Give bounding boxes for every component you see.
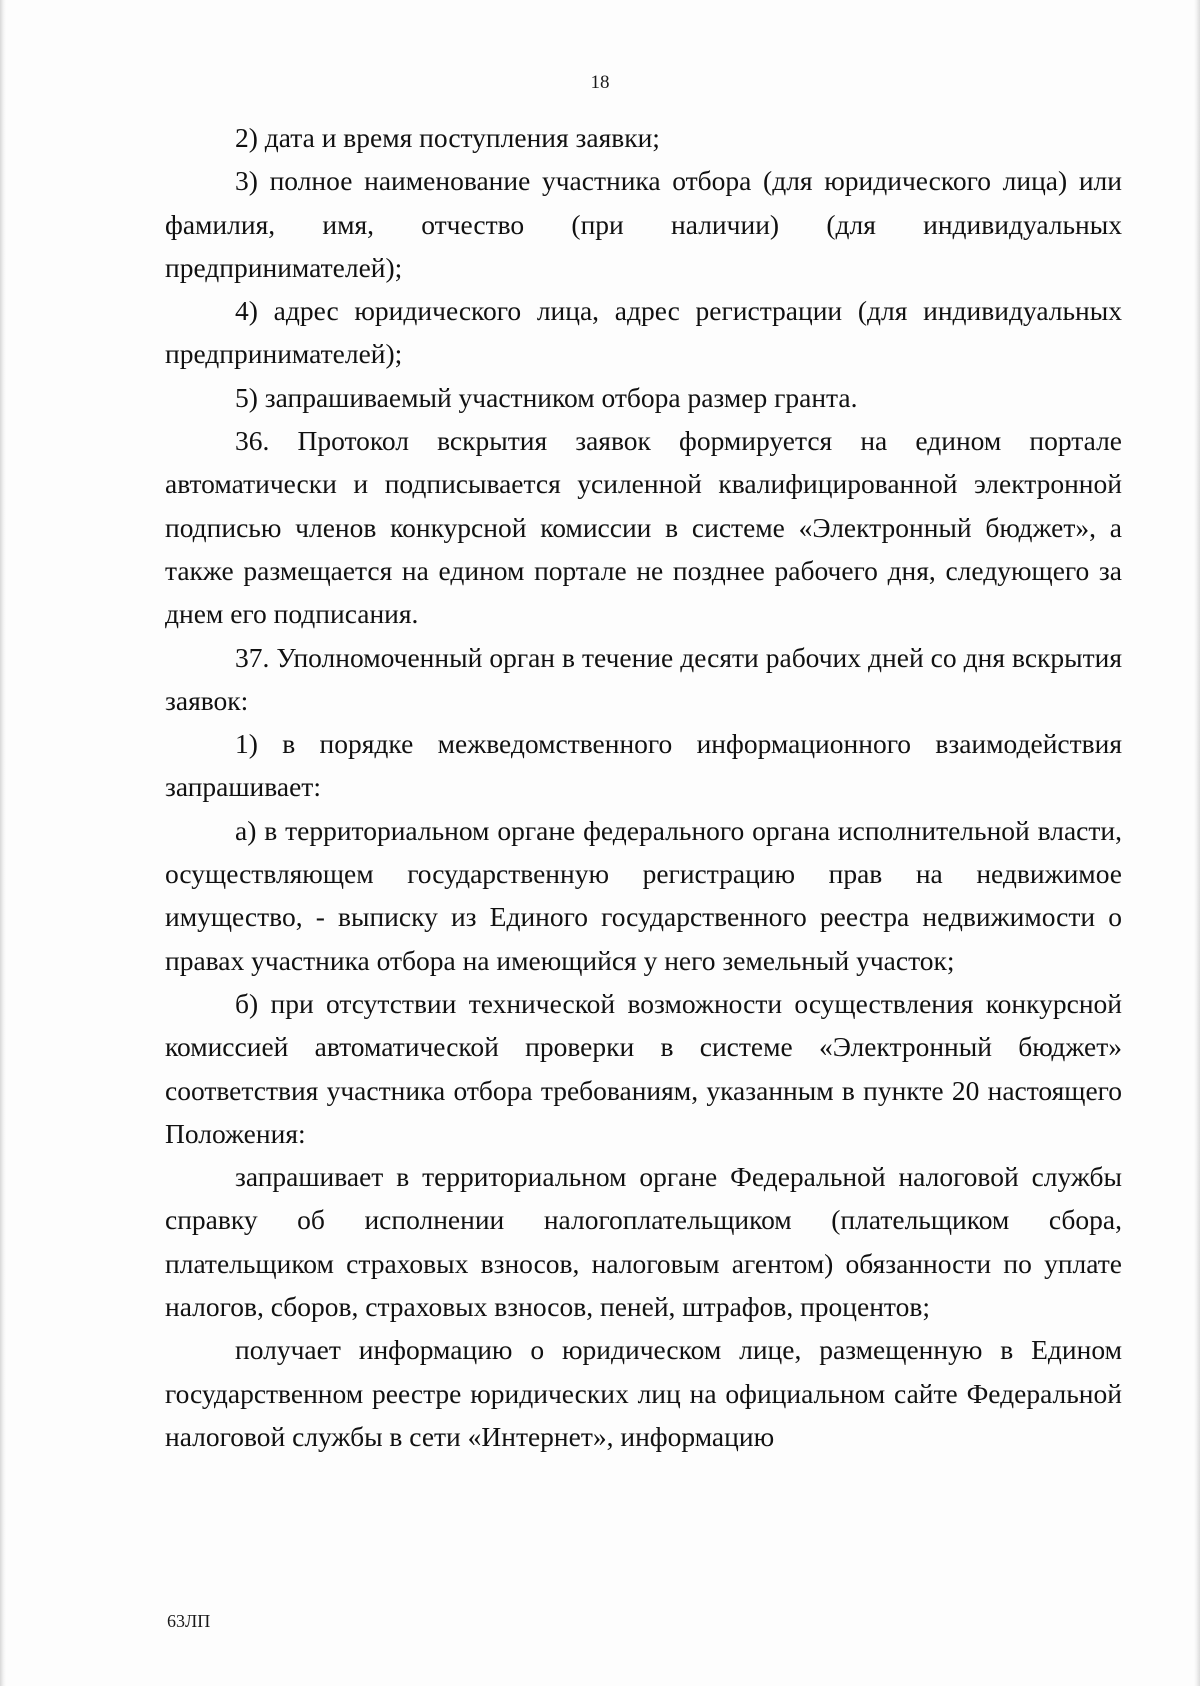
paragraph-registry-info: получает информацию о юридическом лице, размещенную в Едином государственном реестре юридических лиц на официальном сайте Федеральной налоговой службы в сети «Интернет», информацию xyxy=(165,1334,1122,1452)
paragraph-item-4: 4) адрес юридического лица, адрес регистрации (для индивидуальных предпринимателей); xyxy=(165,295,1122,370)
paragraph-clause-37: 37. Уполномоченный орган в течение десяти рабочих дней со дня вскрытия заявок: xyxy=(165,641,1122,716)
paragraph-item-3: 3) полное наименование участника отбора (для юридического лица) или фамилия, имя, отчество (при наличии) (для индивидуальных предпринимателей); xyxy=(165,165,1122,283)
paragraph-item-2: 2) дата и время поступления заявки; xyxy=(235,122,660,153)
document-body xyxy=(165,116,1122,1458)
scan-edge-right xyxy=(1194,0,1200,1686)
paragraph-subitem-1: 1) в порядке межведомственного информационного взаимодействия запрашивает: xyxy=(165,728,1122,803)
scan-edge-left xyxy=(0,0,6,1686)
footer-document-code: 63ЛП xyxy=(167,1611,211,1631)
page-number: 18 xyxy=(590,72,610,93)
paragraph-tax-request: запрашивает в территориальном органе Федеральной налоговой службы справку об исполнении налогоплательщиком (плательщиком сбора, плательщиком страховых взносов, налоговым агентом) обязанности по уплате налогов, сборов, страховых взносов, пеней, штрафов, процентов; xyxy=(165,1161,1122,1323)
paragraph-item-5: 5) запрашиваемый участником отбора размер гранта. xyxy=(235,381,858,413)
paragraph-subitem-b: б) при отсутствии технической возможности осуществления конкурсной комиссией автоматической проверки в системе «Электронный бюджет» соответствия участника отбора требованиям, указанным в пункте 20 настоящего Положения: xyxy=(165,987,1122,1149)
paragraph-subitem-a: а) в территориальном органе федерального органа исполнительной власти, осуществляющем государственную регистрацию прав на недвижимое имущество, - выписку из Единого государственного реестра недвижимости о правах участника отбора на имеющийся у него земельный участок; xyxy=(165,814,1122,976)
paragraph-clause-36: 36. Протокол вскрытия заявок формируется на едином портале автоматически и подписывается усиленной квалифицированной электронной подписью членов конкурсной комиссии в системе «Электронный бюджет», а также размещается на едином портале не позднее рабочего дня, следующего за днем его подписания. xyxy=(165,425,1122,630)
